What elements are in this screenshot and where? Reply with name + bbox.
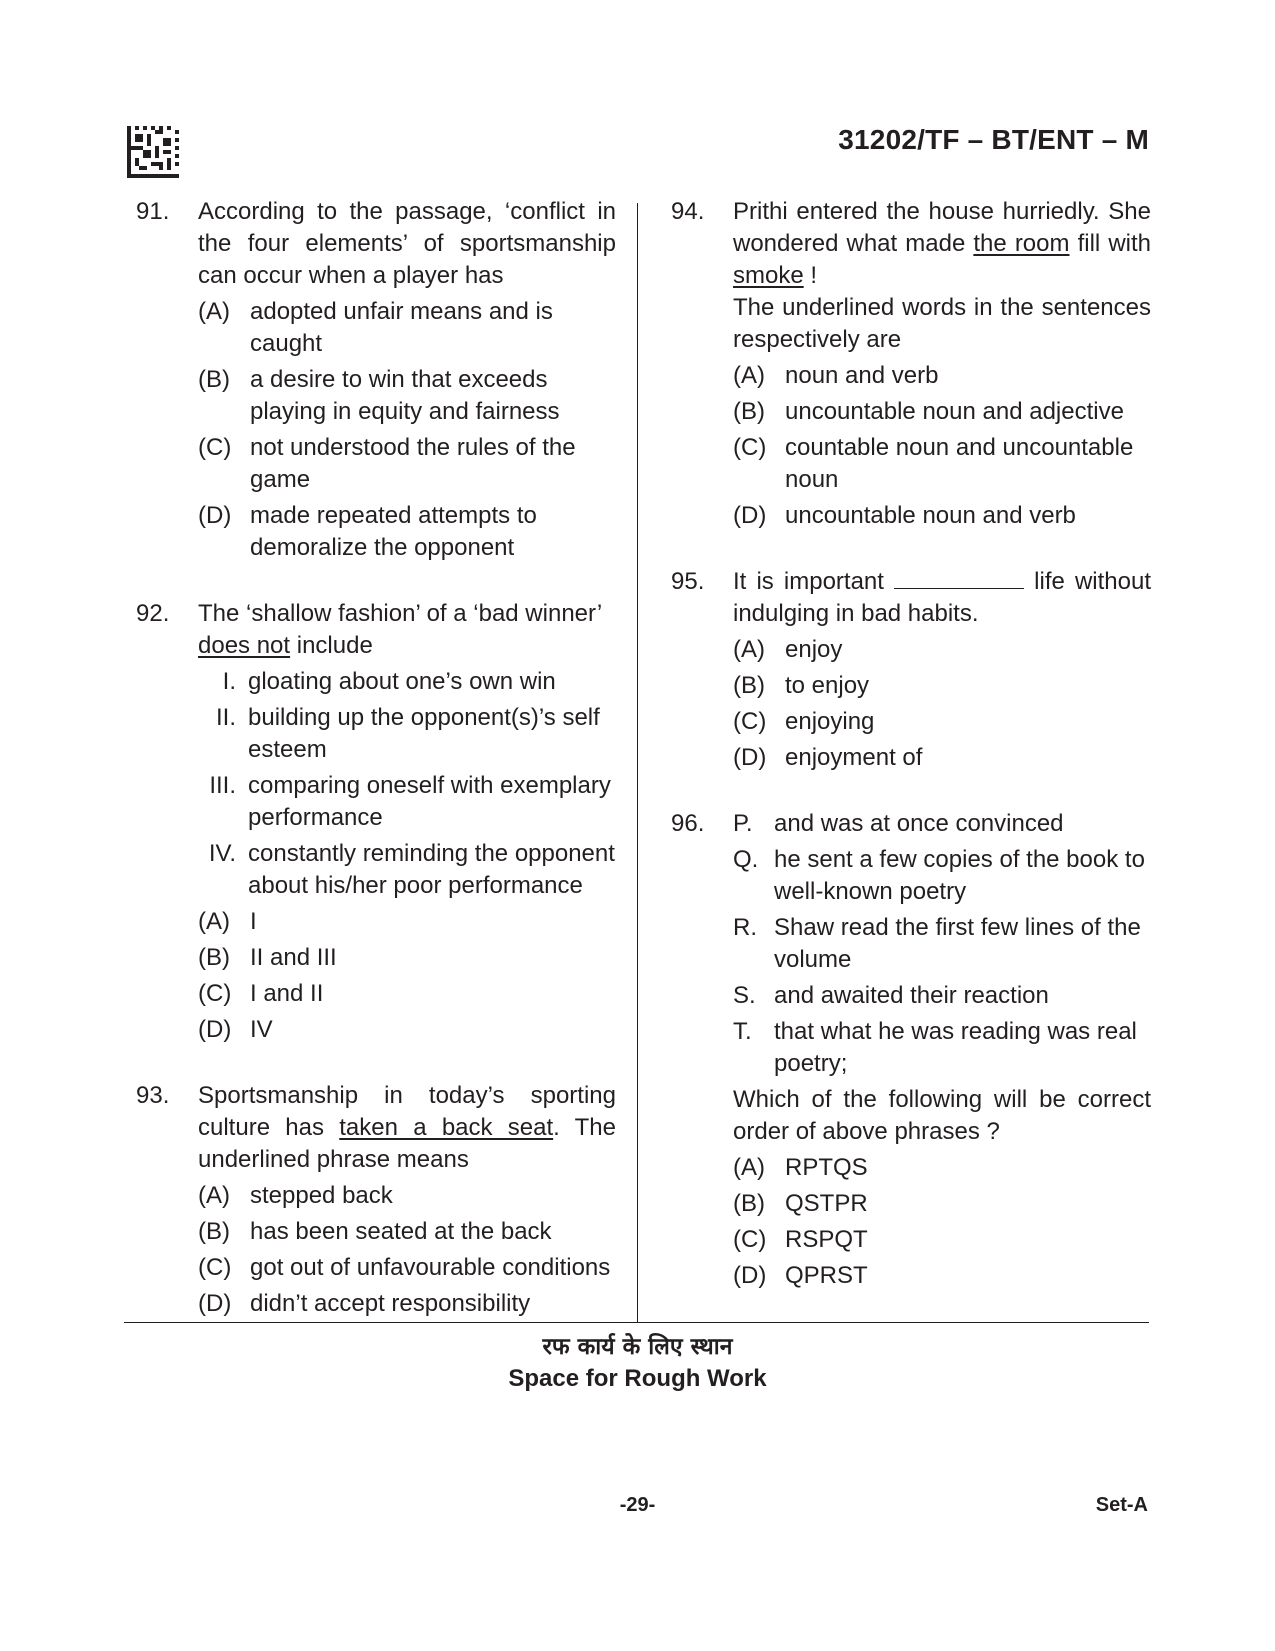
option-label: (B) — [733, 398, 765, 425]
option-text: I and II — [250, 980, 324, 1007]
statement-label: III. — [209, 772, 236, 799]
option-text: RSPQT — [785, 1226, 868, 1253]
options-list — [198, 906, 616, 1046]
question-92 — [136, 598, 616, 1050]
option-text: QSTPR — [785, 1190, 868, 1217]
statement-3 — [198, 770, 616, 834]
question-text — [198, 598, 616, 662]
statement-1 — [198, 666, 616, 698]
option-text: I — [250, 908, 257, 935]
statement-text: constantly reminding the opponent about his/her poor performance — [248, 840, 615, 899]
option-text: not understood the rules of the game — [250, 434, 576, 493]
question-text — [733, 196, 1151, 292]
option-label: (B) — [733, 672, 765, 699]
option-label: (B) — [198, 1218, 230, 1245]
question-text — [733, 566, 1151, 630]
option-d — [733, 1260, 1151, 1292]
option-b — [198, 942, 616, 974]
fill-in-blank — [894, 568, 1024, 589]
option-text: a desire to win that exceeds playing in equity and fairness — [250, 366, 560, 425]
phrase-text: he sent a few copies of the book to well-known poetry — [774, 846, 1145, 905]
option-text: uncountable noun and adjective — [785, 398, 1124, 425]
question-94 — [671, 196, 1151, 536]
option-b — [733, 1188, 1151, 1220]
phrase-label: T. — [733, 1018, 752, 1045]
rough-work-heading: Space for Rough Work — [508, 1365, 767, 1392]
section-divider — [124, 1322, 1149, 1323]
question-text-part: fill with — [1069, 230, 1151, 257]
option-label: (A) — [733, 1154, 765, 1181]
option-text: QPRST — [785, 1262, 868, 1289]
question-91 — [136, 196, 616, 568]
option-text: countable noun and uncountable noun — [785, 434, 1134, 493]
question-text-part: . The underlined phrase means — [198, 1114, 616, 1173]
paper-code: 31202/TF – BT/ENT – M — [838, 124, 1149, 155]
question-instruction: The underlined words in the sentences respectively are — [733, 294, 1151, 353]
right-column — [671, 196, 1151, 1296]
underlined-phrase: does not — [198, 632, 291, 659]
option-b — [198, 364, 616, 428]
option-label: (D) — [733, 1262, 767, 1289]
option-label: (C) — [733, 708, 767, 735]
option-label: (B) — [733, 1190, 765, 1217]
statements-list — [198, 666, 616, 902]
option-c — [733, 706, 1151, 738]
option-label: (C) — [198, 434, 232, 461]
option-label: (D) — [733, 744, 767, 771]
underlined-phrase: taken a back seat — [339, 1114, 554, 1141]
option-text: has been seated at the back — [250, 1218, 552, 1245]
phrase-text: and awaited their reaction — [774, 982, 1049, 1009]
phrase-label: P. — [733, 810, 753, 837]
option-label: (D) — [198, 1016, 232, 1043]
question-number: 92. — [136, 600, 170, 627]
option-a — [198, 296, 616, 360]
phrase-label: Q. — [733, 846, 759, 873]
option-text: uncountable noun and verb — [785, 502, 1076, 529]
option-text: IV — [250, 1016, 273, 1043]
option-label: (B) — [198, 366, 230, 393]
phrase-p — [733, 808, 1151, 840]
phrase-text: and was at once convinced — [774, 810, 1064, 837]
option-text: got out of unfavourable conditions — [250, 1254, 611, 1281]
underlined-word: smoke — [733, 262, 804, 289]
phrase-q — [733, 844, 1151, 908]
options-list — [198, 1180, 616, 1320]
option-d — [733, 742, 1151, 774]
option-text: enjoyment of — [785, 744, 923, 771]
options-list — [733, 360, 1151, 532]
option-d — [198, 500, 616, 564]
option-text: enjoying — [785, 708, 875, 735]
option-label: (D) — [198, 1290, 232, 1317]
statement-label: I. — [222, 668, 236, 695]
statement-label: II. — [215, 704, 236, 731]
question-text-part: include — [290, 632, 373, 659]
phrase-text: Shaw read the first few lines of the volume — [774, 914, 1141, 973]
option-c — [733, 1224, 1151, 1256]
option-d — [733, 500, 1151, 532]
question-text: According to the passage, ‘conflict in the four elements’ of sportsmanship can occur when a player has — [198, 198, 616, 289]
option-c — [733, 432, 1151, 496]
question-text-part: life without indulging in bad habits. — [733, 568, 1151, 627]
option-b — [733, 396, 1151, 428]
option-label: (C) — [733, 434, 767, 461]
question-number: 91. — [136, 198, 170, 225]
option-b — [733, 670, 1151, 702]
option-b — [198, 1216, 616, 1248]
options-list — [733, 1152, 1151, 1292]
question-text-part: It is important — [733, 568, 895, 595]
option-label: (A) — [198, 298, 230, 325]
option-c — [198, 1252, 616, 1284]
option-text: RPTQS — [785, 1154, 868, 1181]
phrase-r — [733, 912, 1151, 976]
option-text: enjoy — [785, 636, 843, 663]
statement-2 — [198, 702, 616, 766]
option-c — [198, 432, 616, 496]
option-text: noun and verb — [785, 362, 939, 389]
option-d — [198, 1014, 616, 1046]
option-label: (A) — [198, 1182, 230, 1209]
question-number: 95. — [671, 568, 705, 595]
option-label: (C) — [733, 1226, 767, 1253]
option-label: (A) — [733, 362, 765, 389]
statement-text: building up the opponent(s)’s self esteem — [248, 704, 600, 763]
question-93 — [136, 1080, 616, 1324]
left-column — [136, 196, 616, 1324]
statement-label: IV. — [208, 840, 236, 867]
question-number: 96. — [671, 810, 705, 837]
page-number: -29- — [619, 1494, 656, 1516]
phrase-text: that what he was reading was real poetry; — [774, 1018, 1137, 1077]
phrase-t — [733, 1016, 1151, 1080]
options-list — [733, 634, 1151, 774]
question-text — [198, 1080, 616, 1176]
option-label: (C) — [198, 980, 232, 1007]
underlined-word: the room — [973, 230, 1070, 257]
option-label: (A) — [733, 636, 765, 663]
option-text: stepped back — [250, 1182, 393, 1209]
phrase-s — [733, 980, 1151, 1012]
set-label: Set-A — [1095, 1494, 1148, 1516]
option-label: (D) — [733, 502, 767, 529]
option-a — [198, 906, 616, 938]
question-96 — [671, 808, 1151, 1296]
option-text: didn’t accept responsibility — [250, 1290, 531, 1317]
option-c — [198, 978, 616, 1010]
option-a — [733, 634, 1151, 666]
question-text-part: Sportsmanship in today’s sporting culture has — [198, 1082, 616, 1141]
question-text-part: The ‘shallow fashion’ of a ‘bad winner’ — [198, 600, 603, 627]
question-text-part: Prithi entered the house hurriedly. She wondered what made — [733, 198, 1151, 257]
option-text: adopted unfair means and is caught — [250, 298, 553, 357]
question-text: Which of the following will be correct order of above phrases ? — [733, 1086, 1151, 1145]
option-a — [733, 360, 1151, 392]
option-label: (A) — [198, 908, 230, 935]
statement-4 — [198, 838, 616, 902]
phrases-list — [733, 808, 1151, 1080]
option-text: II and III — [250, 944, 337, 971]
question-text-part: ! — [803, 262, 818, 289]
rough-work-heading-hindi: रफ कार्य के लिए स्थान — [542, 1334, 733, 1360]
option-a — [733, 1152, 1151, 1184]
question-number: 93. — [136, 1082, 170, 1109]
phrase-label: R. — [733, 914, 757, 941]
statement-text: gloating about one’s own win — [248, 668, 556, 695]
option-label: (C) — [198, 1254, 232, 1281]
option-a — [198, 1180, 616, 1212]
phrase-label: S. — [733, 982, 756, 1009]
question-number: 94. — [671, 198, 705, 225]
option-label: (D) — [198, 502, 232, 529]
option-text: to enjoy — [785, 672, 870, 699]
option-text: made repeated attempts to demoralize the opponent — [250, 502, 537, 561]
statement-text: comparing oneself with exemplary performance — [248, 772, 611, 831]
option-d — [198, 1288, 616, 1320]
qr-code-icon — [127, 126, 179, 178]
column-divider — [637, 203, 638, 1323]
question-95 — [671, 566, 1151, 778]
option-label: (B) — [198, 944, 230, 971]
options-list — [198, 296, 616, 564]
